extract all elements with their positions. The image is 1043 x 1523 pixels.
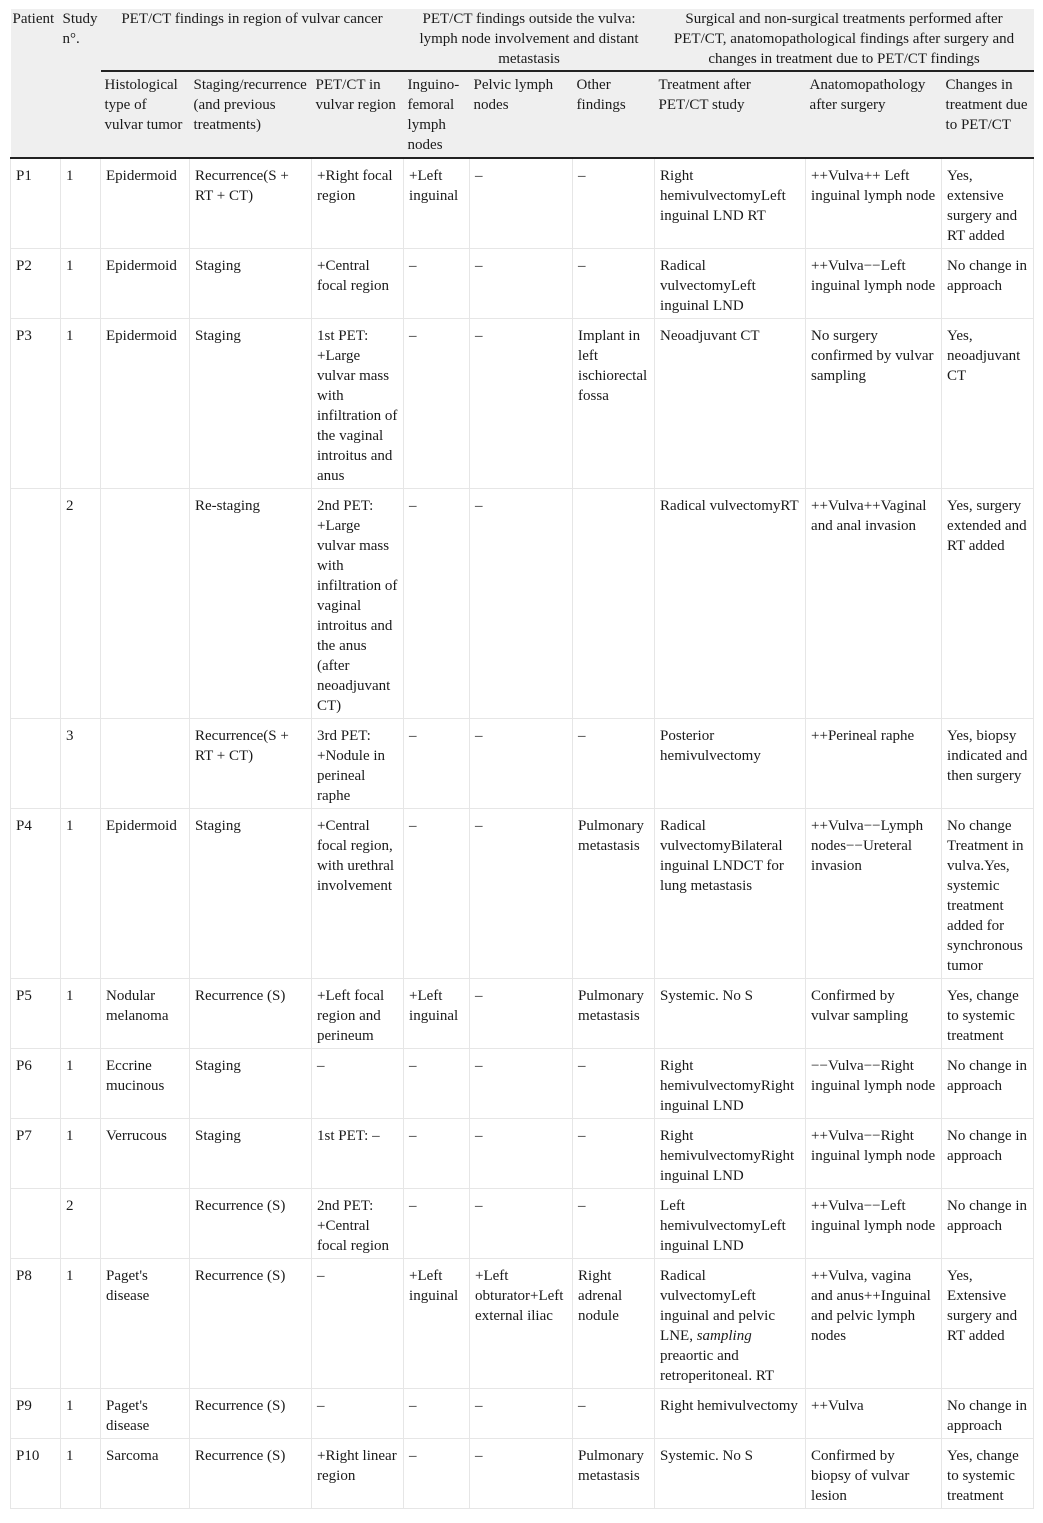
cell-petct: +Right linear region: [312, 1439, 404, 1509]
cell-inguino: –: [404, 1389, 470, 1439]
cell-staging: Recurrence (S): [190, 1389, 312, 1439]
header-changes: Changes in treatment due to PET/CT: [942, 71, 1034, 158]
cell-staging: Recurrence(S + RT + CT): [190, 158, 312, 249]
cell-anatomo: −−Vulva−−Right inguinal lymph node: [806, 1049, 942, 1119]
cell-other: –: [573, 1389, 655, 1439]
cell-pelvic: –: [470, 719, 573, 809]
cell-histology: Sarcoma: [101, 1439, 190, 1509]
cell-study: 1: [61, 1119, 101, 1189]
cell-study: 2: [61, 1189, 101, 1259]
header-group-vulvar: PET/CT findings in region of vulvar cancer: [101, 9, 404, 71]
cell-treatment: Systemic. No S: [655, 979, 806, 1049]
cell-histology: Epidermoid: [101, 158, 190, 249]
table-row: [11, 1439, 1034, 1509]
cell-study: 1: [61, 1389, 101, 1439]
header-patient: Patient: [11, 9, 61, 158]
cell-inguino: –: [404, 319, 470, 489]
cell-pelvic: –: [470, 1389, 573, 1439]
cell-patient: P8: [11, 1259, 61, 1389]
cell-staging: Re-staging: [190, 489, 312, 719]
cell-pelvic: –: [470, 1439, 573, 1509]
cell-anatomo: Confirmed by vulvar sampling: [806, 979, 942, 1049]
cell-anatomo: ++Perineal raphe: [806, 719, 942, 809]
table-row: [11, 979, 1034, 1049]
cell-histology: Paget's disease: [101, 1259, 190, 1389]
cell-other: –: [573, 1189, 655, 1259]
cell-pelvic: –: [470, 809, 573, 979]
cell-inguino: –: [404, 489, 470, 719]
cell-patient: P5: [11, 979, 61, 1049]
cell-changes: No change in approach: [942, 1389, 1034, 1439]
cell-patient: P7: [11, 1119, 61, 1189]
header-study: Study n°.: [61, 9, 101, 158]
cell-histology: [101, 489, 190, 719]
cell-petct: +Right focal region: [312, 158, 404, 249]
cell-patient: P10: [11, 1439, 61, 1509]
cell-histology: Epidermoid: [101, 809, 190, 979]
cell-treatment: Right hemivulvectomyLeft inguinal LND RT: [655, 158, 806, 249]
cell-inguino: –: [404, 1119, 470, 1189]
cell-histology: [101, 1189, 190, 1259]
cell-patient: [11, 719, 61, 809]
cell-patient: P2: [11, 249, 61, 319]
header-anatomo: Anatomopathology after surgery: [806, 71, 942, 158]
cell-histology: Epidermoid: [101, 319, 190, 489]
table-row: [11, 158, 1034, 249]
header-group-treatment: Surgical and non-surgical treatments performed after PET/CT, anatomopathological findings after surgery and changes in treatment due to PET/CT findings: [655, 9, 1034, 71]
cell-study: 1: [61, 979, 101, 1049]
table-body: [11, 158, 1034, 1509]
table-row: [11, 719, 1034, 809]
cell-inguino: –: [404, 809, 470, 979]
cell-petct: –: [312, 1389, 404, 1439]
table-row: [11, 1049, 1034, 1119]
cell-patient: [11, 1189, 61, 1259]
header-inguino: Inguino-femoral lymph nodes: [404, 71, 470, 158]
cell-patient: P3: [11, 319, 61, 489]
cell-staging: Staging: [190, 1049, 312, 1119]
cell-staging: Recurrence(S + RT + CT): [190, 719, 312, 809]
cell-petct: 3rd PET: +Nodule in perineal raphe: [312, 719, 404, 809]
table-row: [11, 319, 1034, 489]
cell-inguino: +Left inguinal: [404, 158, 470, 249]
cell-staging: Recurrence (S): [190, 1189, 312, 1259]
cell-treatment: Radical vulvectomyRT: [655, 489, 806, 719]
cell-treatment: Radical vulvectomyBilateral inguinal LNDCT for lung metastasis: [655, 809, 806, 979]
cell-patient: P4: [11, 809, 61, 979]
cell-other: [573, 489, 655, 719]
cell-anatomo: ++Vulva++Vaginal and anal invasion: [806, 489, 942, 719]
cell-patient: P6: [11, 1049, 61, 1119]
cell-anatomo: ++Vulva: [806, 1389, 942, 1439]
cell-study: 1: [61, 1259, 101, 1389]
treatment-text: Radical vulvectomyLeft inguinal and pelvic LNE,: [660, 1268, 775, 1344]
cell-other: –: [573, 249, 655, 319]
cell-staging: Recurrence (S): [190, 1259, 312, 1389]
cell-inguino: –: [404, 719, 470, 809]
cell-petct: 2nd PET: +Central focal region: [312, 1189, 404, 1259]
cell-histology: Eccrine mucinous: [101, 1049, 190, 1119]
cell-patient: P9: [11, 1389, 61, 1439]
cell-pelvic: +Left obturator+Left external iliac: [470, 1259, 573, 1389]
cell-staging: Recurrence (S): [190, 979, 312, 1049]
cell-staging: Staging: [190, 1119, 312, 1189]
cell-study: 3: [61, 719, 101, 809]
cell-histology: Nodular melanoma: [101, 979, 190, 1049]
table-header: [11, 9, 1034, 158]
cell-inguino: –: [404, 1439, 470, 1509]
table-row: [11, 249, 1034, 319]
cell-study: 1: [61, 249, 101, 319]
cell-pelvic: –: [470, 319, 573, 489]
cell-treatment: Right hemivulvectomyRight inguinal LND: [655, 1049, 806, 1119]
header-staging: Staging/recurrence (and previous treatments): [190, 71, 312, 158]
cell-anatomo: Confirmed by biopsy of vulvar lesion: [806, 1439, 942, 1509]
cell-histology: Verrucous: [101, 1119, 190, 1189]
cell-other: Pulmonary metastasis: [573, 1439, 655, 1509]
cell-changes: Yes, extensive surgery and RT added: [942, 158, 1034, 249]
cell-other: Pulmonary metastasis: [573, 809, 655, 979]
table-row: [11, 1259, 1034, 1389]
cell-patient: [11, 489, 61, 719]
cell-changes: Yes, surgery extended and RT added: [942, 489, 1034, 719]
cell-treatment: Neoadjuvant CT: [655, 319, 806, 489]
cell-staging: Staging: [190, 249, 312, 319]
cell-petct: –: [312, 1259, 404, 1389]
header-pelvic: Pelvic lymph nodes: [470, 71, 573, 158]
cell-staging: Recurrence (S): [190, 1439, 312, 1509]
cell-anatomo: ++Vulva−−Left inguinal lymph node: [806, 249, 942, 319]
header-histology: Histological type of vulvar tumor: [101, 71, 190, 158]
cell-petct: +Central focal region: [312, 249, 404, 319]
table-row: [11, 489, 1034, 719]
cell-treatment: Radical vulvectomyLeft inguinal LND: [655, 249, 806, 319]
cell-inguino: –: [404, 1189, 470, 1259]
cell-pelvic: –: [470, 249, 573, 319]
cell-anatomo: ++Vulva++ Left inguinal lymph node: [806, 158, 942, 249]
table-row: [11, 1189, 1034, 1259]
petct-findings-table: [10, 9, 1034, 1509]
cell-treatment: Left hemivulvectomyLeft inguinal LND: [655, 1189, 806, 1259]
cell-inguino: +Left inguinal: [404, 1259, 470, 1389]
cell-other: Right adrenal nodule: [573, 1259, 655, 1389]
cell-other: –: [573, 1049, 655, 1119]
cell-treatment: [655, 1259, 806, 1389]
table-row: [11, 809, 1034, 979]
cell-petct: +Left focal region and perineum: [312, 979, 404, 1049]
cell-pelvic: –: [470, 158, 573, 249]
cell-changes: No change in approach: [942, 1189, 1034, 1259]
cell-anatomo: No surgery confirmed by vulvar sampling: [806, 319, 942, 489]
cell-changes: Yes, neoadjuvant CT: [942, 319, 1034, 489]
cell-petct: –: [312, 1049, 404, 1119]
cell-petct: 1st PET: +Large vulvar mass with infiltration of the vaginal introitus and anus: [312, 319, 404, 489]
header-petct-vulvar: PET/CT in vulvar region: [312, 71, 404, 158]
cell-histology: Paget's disease: [101, 1389, 190, 1439]
cell-study: 2: [61, 489, 101, 719]
cell-study: 1: [61, 1439, 101, 1509]
cell-other: Pulmonary metastasis: [573, 979, 655, 1049]
cell-anatomo: ++Vulva−−Left inguinal lymph node: [806, 1189, 942, 1259]
cell-other: Implant in left ischiorectal fossa: [573, 319, 655, 489]
cell-anatomo: ++Vulva−−Right inguinal lymph node: [806, 1119, 942, 1189]
cell-study: 1: [61, 158, 101, 249]
cell-changes: No change in approach: [942, 249, 1034, 319]
table-row: [11, 1389, 1034, 1439]
cell-pelvic: –: [470, 979, 573, 1049]
table-row: [11, 1119, 1034, 1189]
cell-petct: +Central focal region, with urethral involvement: [312, 809, 404, 979]
cell-treatment: Right hemivulvectomy: [655, 1389, 806, 1439]
cell-treatment: Posterior hemivulvectomy: [655, 719, 806, 809]
cell-pelvic: –: [470, 1189, 573, 1259]
cell-pelvic: –: [470, 489, 573, 719]
cell-histology: Epidermoid: [101, 249, 190, 319]
cell-anatomo: ++Vulva, vagina and anus++Inguinal and pelvic lymph nodes: [806, 1259, 942, 1389]
cell-inguino: +Left inguinal: [404, 979, 470, 1049]
cell-petct: 1st PET: –: [312, 1119, 404, 1189]
cell-treatment: Right hemivulvectomyRight inguinal LND: [655, 1119, 806, 1189]
cell-changes: Yes, change to systemic treatment: [942, 979, 1034, 1049]
cell-study: 1: [61, 1049, 101, 1119]
cell-changes: Yes, change to systemic treatment: [942, 1439, 1034, 1509]
cell-inguino: –: [404, 1049, 470, 1119]
cell-pelvic: –: [470, 1119, 573, 1189]
cell-changes: No change Treatment in vulva.Yes, systemic treatment added for synchronous tumor: [942, 809, 1034, 979]
cell-changes: Yes, biopsy indicated and then surgery: [942, 719, 1034, 809]
treatment-text: preaortic and retroperitoneal. RT: [660, 1348, 775, 1384]
cell-anatomo: ++Vulva−−Lymph nodes−−Ureteral invasion: [806, 809, 942, 979]
cell-changes: Yes, Extensive surgery and RT added: [942, 1259, 1034, 1389]
cell-histology: [101, 719, 190, 809]
header-group-outside: PET/CT findings outside the vulva: lymph node involvement and distant metastasis: [404, 9, 655, 71]
cell-study: 1: [61, 319, 101, 489]
cell-staging: Staging: [190, 809, 312, 979]
cell-patient: P1: [11, 158, 61, 249]
cell-pelvic: –: [470, 1049, 573, 1119]
cell-inguino: –: [404, 249, 470, 319]
cell-changes: No change in approach: [942, 1119, 1034, 1189]
cell-petct: 2nd PET: +Large vulvar mass with infiltration of vaginal introitus and the anus (after neoadjuvant CT): [312, 489, 404, 719]
cell-other: –: [573, 1119, 655, 1189]
cell-other: –: [573, 158, 655, 249]
cell-study: 1: [61, 809, 101, 979]
cell-other: –: [573, 719, 655, 809]
treatment-emphasis: sampling: [696, 1328, 752, 1344]
header-other: Other findings: [573, 71, 655, 158]
cell-treatment: Systemic. No S: [655, 1439, 806, 1509]
cell-staging: Staging: [190, 319, 312, 489]
cell-changes: No change in approach: [942, 1049, 1034, 1119]
header-treatment: Treatment after PET/CT study: [655, 71, 806, 158]
